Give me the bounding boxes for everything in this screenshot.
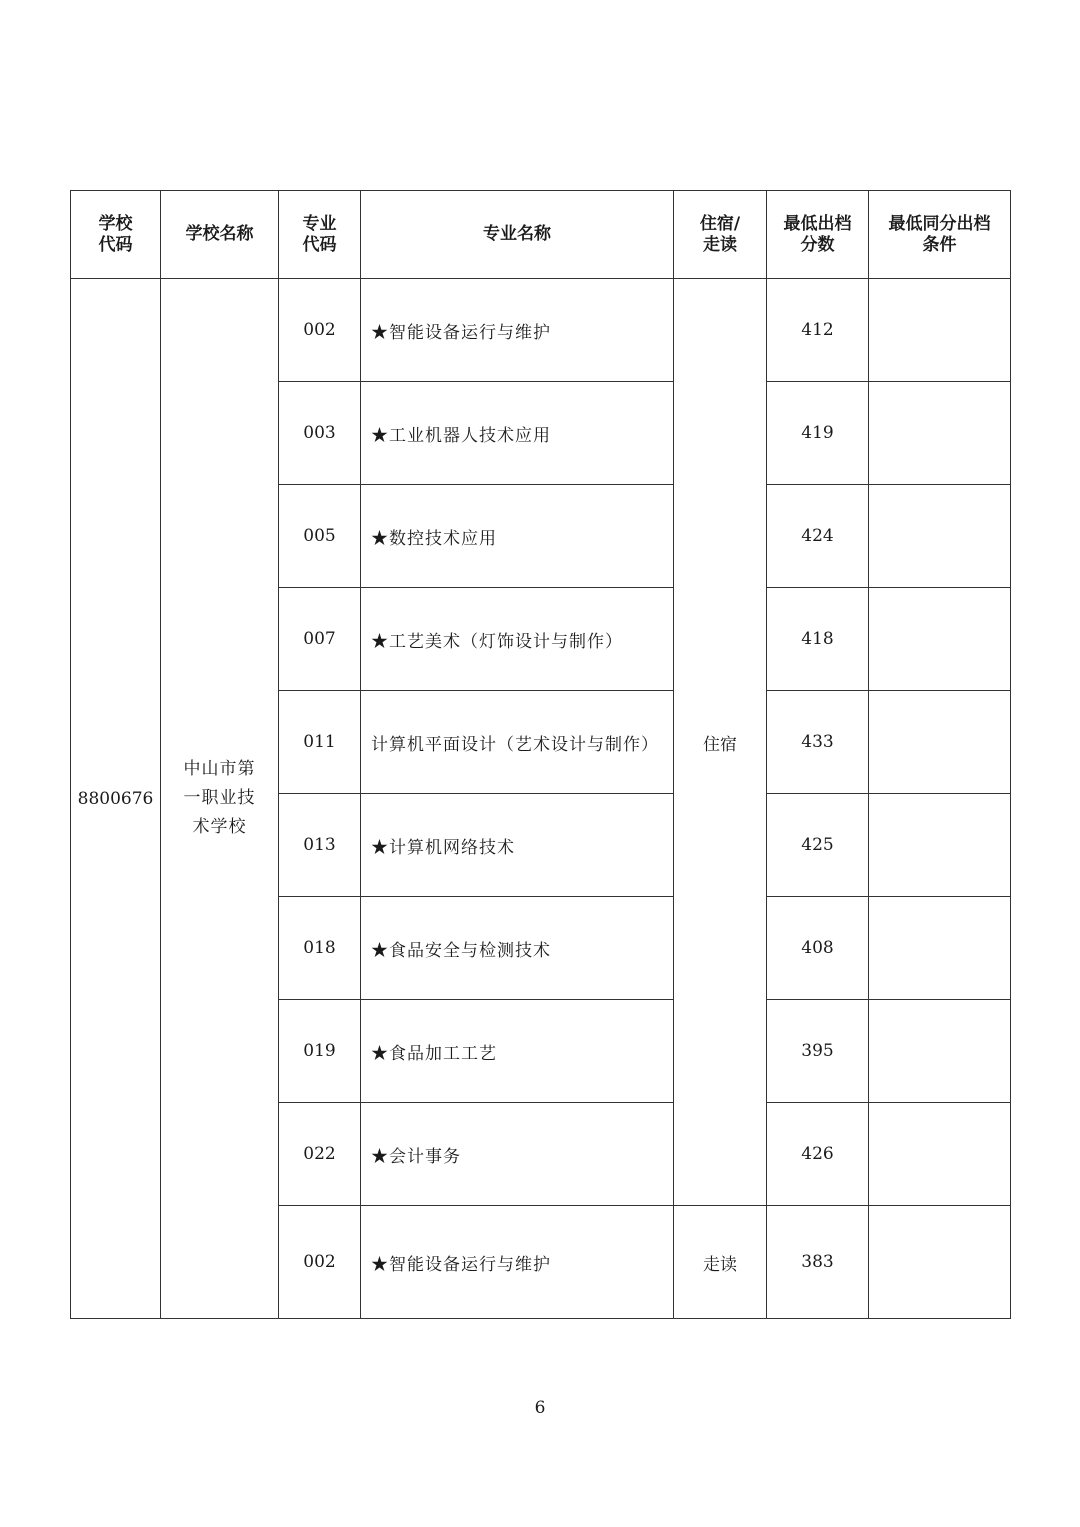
major-name-cell: ★工业机器人技术应用 xyxy=(361,382,674,485)
major-name-cell: ★会计事务 xyxy=(361,1103,674,1206)
header-min-score: 最低出档分数 xyxy=(767,191,869,279)
admission-score-table xyxy=(70,190,1011,1319)
major-code-cell: 013 xyxy=(279,794,361,897)
tie-condition-cell xyxy=(869,382,1011,485)
major-code-cell: 019 xyxy=(279,1000,361,1103)
header-school-code: 学校代码 xyxy=(71,191,161,279)
min-score-cell: 408 xyxy=(767,897,869,1000)
tie-condition-cell xyxy=(869,1103,1011,1206)
major-name-cell: ★智能设备运行与维护 xyxy=(361,279,674,382)
boarding-cell: 住宿 xyxy=(674,279,767,1206)
min-score-cell: 425 xyxy=(767,794,869,897)
major-name-cell: ★数控技术应用 xyxy=(361,485,674,588)
table-row xyxy=(71,279,1011,382)
major-name-cell: ★智能设备运行与维护 xyxy=(361,1206,674,1319)
major-name-cell: ★计算机网络技术 xyxy=(361,794,674,897)
major-code-cell: 018 xyxy=(279,897,361,1000)
major-code-cell: 011 xyxy=(279,691,361,794)
tie-condition-cell xyxy=(869,279,1011,382)
header-major-code: 专业代码 xyxy=(279,191,361,279)
header-boarding: 住宿/走读 xyxy=(674,191,767,279)
tie-condition-cell xyxy=(869,897,1011,1000)
min-score-cell: 412 xyxy=(767,279,869,382)
major-code-cell: 007 xyxy=(279,588,361,691)
boarding-cell: 走读 xyxy=(674,1206,767,1319)
min-score-cell: 383 xyxy=(767,1206,869,1319)
tie-condition-cell xyxy=(869,1206,1011,1319)
school-name-cell: 中山市第一职业技术学校 xyxy=(161,279,279,1319)
major-code-cell: 022 xyxy=(279,1103,361,1206)
tie-condition-cell xyxy=(869,1000,1011,1103)
school-code-cell: 8800676 xyxy=(71,279,161,1319)
major-code-cell: 003 xyxy=(279,382,361,485)
tie-condition-cell xyxy=(869,691,1011,794)
header-tie-condition: 最低同分出档条件 xyxy=(869,191,1011,279)
min-score-cell: 424 xyxy=(767,485,869,588)
header-school-name: 学校名称 xyxy=(161,191,279,279)
major-name-cell: ★食品安全与检测技术 xyxy=(361,897,674,1000)
major-code-cell: 002 xyxy=(279,279,361,382)
min-score-cell: 419 xyxy=(767,382,869,485)
min-score-cell: 395 xyxy=(767,1000,869,1103)
tie-condition-cell xyxy=(869,794,1011,897)
major-code-cell: 002 xyxy=(279,1206,361,1319)
min-score-cell: 418 xyxy=(767,588,869,691)
page-number: 6 xyxy=(534,1398,546,1418)
min-score-cell: 433 xyxy=(767,691,869,794)
header-row xyxy=(71,191,1011,279)
tie-condition-cell xyxy=(869,588,1011,691)
major-code-cell: 005 xyxy=(279,485,361,588)
header-major-name: 专业名称 xyxy=(361,191,674,279)
tie-condition-cell xyxy=(869,485,1011,588)
major-name-cell: 计算机平面设计（艺术设计与制作） xyxy=(361,691,674,794)
min-score-cell: 426 xyxy=(767,1103,869,1206)
major-name-cell: ★食品加工工艺 xyxy=(361,1000,674,1103)
major-name-cell: ★工艺美术（灯饰设计与制作） xyxy=(361,588,674,691)
